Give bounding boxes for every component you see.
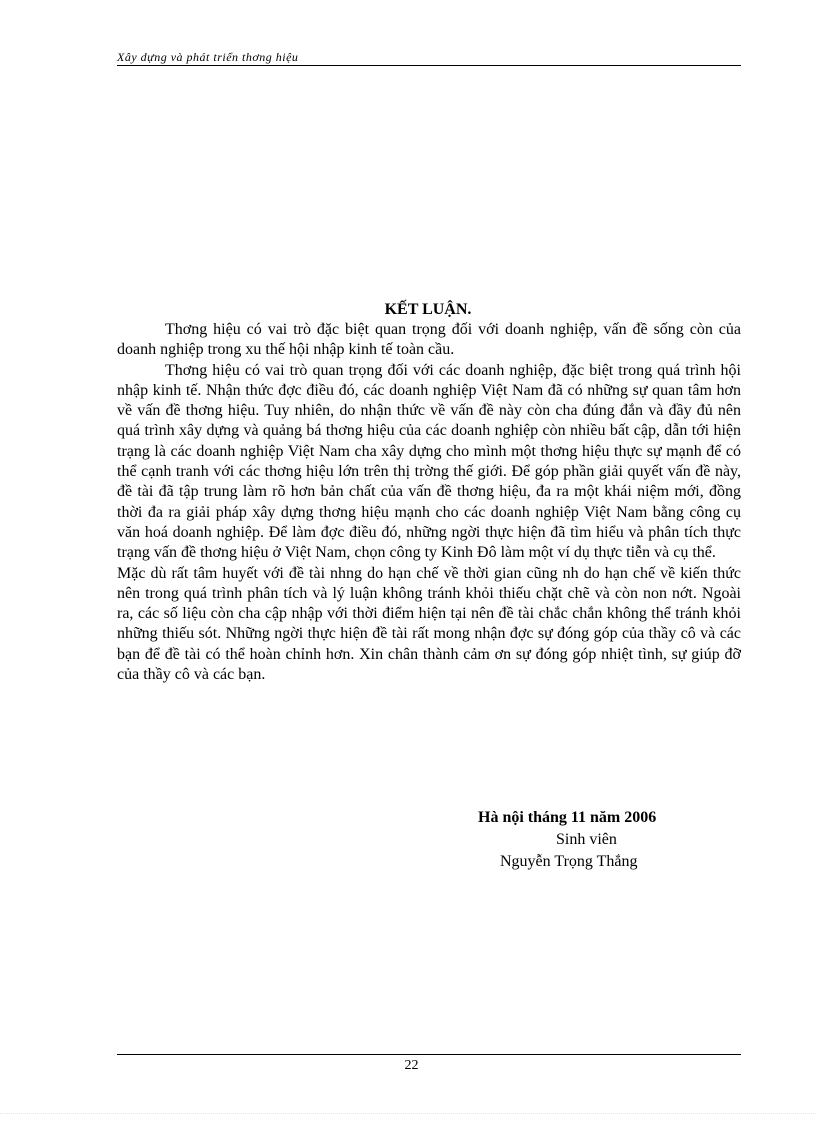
signature-name: Nguyễn Trọng Thắng: [500, 853, 638, 870]
signature-block: [478, 807, 656, 873]
footer-rule: [117, 1054, 741, 1055]
paragraph-2: Thơng hiệu có vai trò quan trọng đối với các doanh nghiệp, đặc biệt trong quá trình hội nhập kinh tế. Nhận thức đợc điều đó, các doanh nghiệp Việt Nam đã có những sự quan tâm hơn về vấn đề thơng hiệu. Tuy nhiên, do nhận thức về vấn đề này còn cha đúng đắn và đầy đủ nên quá trình xây dựng và quảng bá thơng hiệu của các doanh nghiệp còn nhiều bất cập, dẫn tới hiện trạng là các doanh nghiệp Việt Nam cha xây dựng cho mình một thơng hiệu thực sự mạnh để có thể cạnh tranh với các thơng hiệu lớn trên thị trờng thế giới. Để góp phần giải quyết vấn đề này, đề tài đã tập trung làm rõ hơn bản chất của vấn đề thơng hiệu, đa ra một khái niệm mới, đồng thời đa ra giải pháp xây dựng thơng hiệu mạnh cho các doanh nghiệp Việt Nam bằng công cụ văn hoá doanh nghiệp. Để làm đợc điều đó, những ngời thực hiện đã tìm hiểu và phân tích thực trạng vấn đề thơng hiệu ở Việt Nam, chọn công ty Kinh Đô làm một ví dụ thực tiễn và cụ thể.: [117, 361, 741, 562]
paragraph-3: Mặc dù rất tâm huyết với đề tài nhng do hạn chế về thời gian cũng nh do hạn chế về kiến thức nên trong quá trình phân tích và lý luận không tránh khỏi thiếu chặt chẽ và còn non nớt. Ngoài ra, các số liệu còn cha cập nhập với thời điểm hiện tại nên đề tài chắc chắn không thể tránh khỏi những thiếu sót. Những ngời thực hiện đề tài rất mong nhận đợc sự đóng góp của thầy cô và các bạn để đề tài có thể hoàn chỉnh hơn. Xin chân thành cảm ơn sự đóng góp nhiệt tình, sự giúp đỡ của thầy cô và các bạn.: [117, 564, 741, 684]
page-number: 22: [404, 1058, 419, 1073]
body-text: [117, 320, 741, 685]
section-heading: KẾT LUẬN.: [384, 301, 472, 318]
header-rule: [117, 65, 741, 66]
signature-date: Hà nội tháng 11 năm 2006: [478, 809, 657, 826]
signature-role: Sinh viên: [556, 831, 617, 848]
paragraph-1: Thơng hiệu có vai trò đặc biệt quan trọng đối với doanh nghiệp, vấn đề sống còn của doanh nghiệp trong xu thế hội nhập kinh tế toàn cầu.: [117, 321, 741, 359]
running-header: Xây dựng và phát triển thơng hiệu: [117, 50, 299, 64]
page-edge: [0, 1113, 816, 1114]
